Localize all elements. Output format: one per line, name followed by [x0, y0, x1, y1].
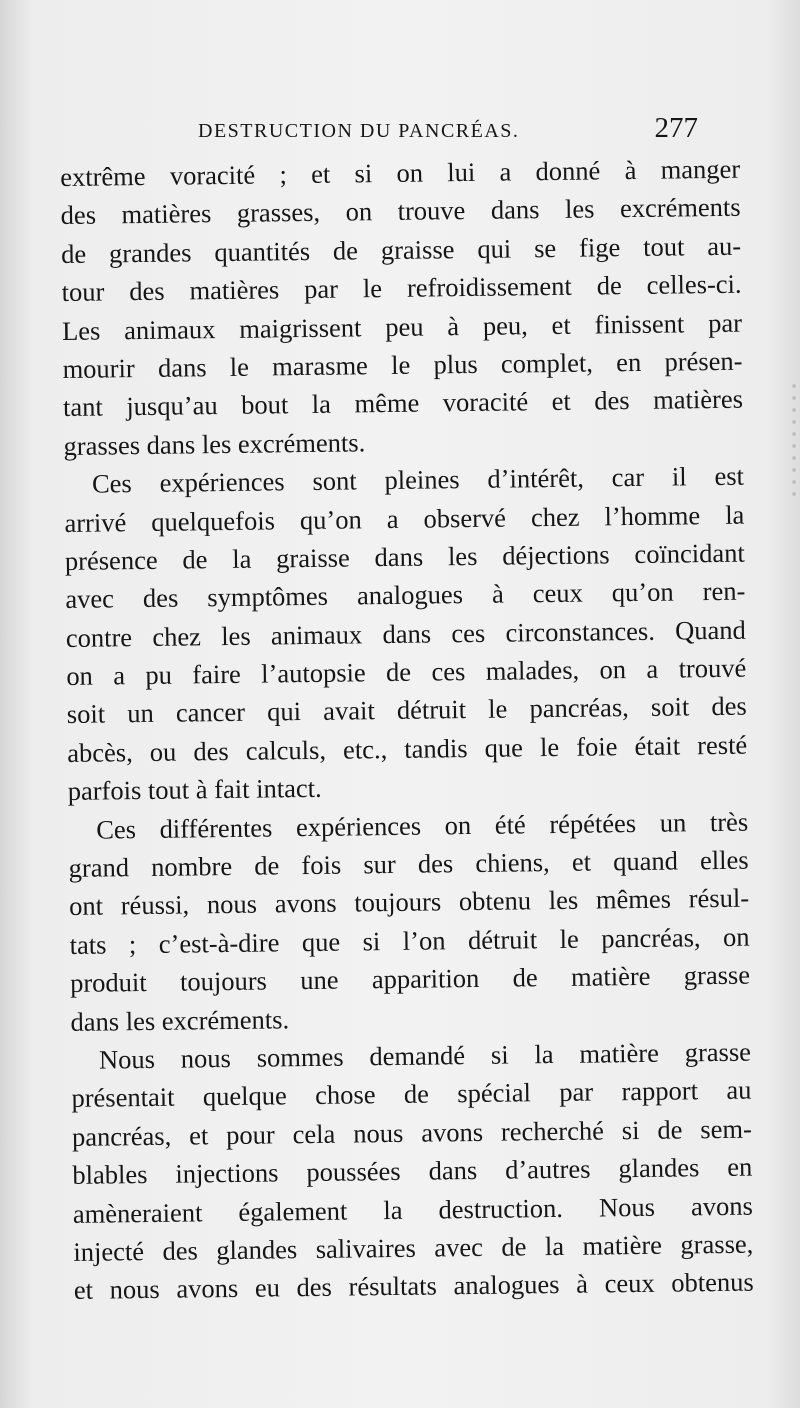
text-line: [74, 1263, 754, 1310]
word: l’on: [402, 925, 446, 956]
word: détruit: [467, 924, 538, 955]
word: extrême: [60, 160, 146, 192]
word: on: [599, 654, 627, 685]
word: on: [396, 157, 424, 188]
word: trouve: [397, 195, 466, 227]
word: Ces: [91, 468, 132, 499]
word: avec: [65, 583, 115, 615]
word: répétées: [549, 807, 637, 839]
word: détruit: [396, 694, 467, 726]
text-line: dans les excréments.: [70, 1003, 290, 1037]
word: présence: [64, 544, 158, 576]
word: de: [254, 850, 280, 881]
word: grandes: [108, 237, 192, 269]
word: par: [707, 307, 743, 338]
word: des: [162, 1235, 198, 1266]
word: dans: [490, 194, 540, 226]
word: les: [564, 193, 595, 225]
word: de: [60, 238, 87, 269]
word: grasses,: [236, 197, 321, 229]
word: quand: [612, 845, 679, 877]
page-number: 277: [654, 112, 698, 144]
word: des: [296, 1272, 333, 1303]
word: obtenus: [671, 1266, 754, 1298]
word: on: [345, 196, 373, 227]
word: la: [544, 1230, 565, 1262]
word: glandes: [216, 1234, 298, 1266]
word: de: [385, 656, 412, 688]
word: pleines: [384, 464, 460, 496]
word: le: [229, 351, 250, 382]
word: était: [634, 730, 681, 761]
word: est: [714, 460, 745, 492]
paragraph-3: [68, 802, 751, 1041]
word: si: [362, 925, 381, 957]
word: glandes: [618, 1152, 700, 1184]
word: tout: [642, 231, 685, 262]
paragraph-4: [71, 1033, 754, 1310]
word: les: [221, 620, 251, 651]
paragraph-1: [60, 150, 744, 465]
word: quantités: [214, 235, 311, 267]
word: soit: [66, 698, 106, 730]
word: d’intérêt,: [487, 462, 585, 494]
word: analogues: [356, 579, 464, 611]
word: circonstances.: [505, 615, 656, 648]
word: en: [727, 1151, 753, 1183]
word: bout: [240, 389, 289, 421]
word: de: [403, 1078, 430, 1110]
running-title: DESTRUCTION DU PANCRÉAS.: [198, 120, 520, 142]
word: sur: [363, 848, 396, 880]
word: toujours: [354, 886, 442, 918]
word: amèneraient: [72, 1196, 203, 1229]
word: a: [113, 660, 126, 691]
word: arrivé: [64, 506, 127, 538]
word: présentait: [71, 1082, 175, 1114]
word: nombre: [150, 850, 233, 882]
word: que: [301, 926, 341, 957]
word: de: [512, 962, 538, 993]
word: la: [725, 499, 745, 530]
word: pancréas,: [529, 692, 629, 724]
word: graisse: [275, 542, 350, 574]
word: qui: [266, 696, 302, 727]
word: nous: [353, 1117, 404, 1149]
word: animaux: [123, 313, 216, 345]
word: mêmes: [595, 884, 672, 915]
word: la: [383, 1194, 403, 1225]
word: le: [559, 923, 579, 954]
word: des: [417, 848, 454, 879]
word: qu’on: [611, 576, 674, 608]
word: très: [709, 806, 749, 837]
word: jusqu’au: [126, 390, 218, 422]
word: quelque: [202, 1080, 287, 1112]
word: calculs,: [245, 734, 327, 766]
word: présen-: [664, 345, 743, 377]
word: le: [390, 349, 411, 380]
word: soit: [650, 691, 690, 723]
word: matières: [121, 198, 212, 230]
word: le: [539, 731, 560, 763]
word: si: [621, 1114, 640, 1145]
word: abcès,: [67, 737, 133, 768]
word: Nous: [98, 1043, 156, 1075]
word: ;: [128, 928, 137, 960]
word: eu: [254, 1272, 281, 1304]
word: un: [659, 807, 687, 838]
word: par: [303, 273, 339, 305]
word: la: [232, 543, 252, 574]
word: tant: [62, 391, 103, 423]
word: on: [66, 660, 94, 692]
word: matières: [189, 274, 280, 306]
word: des: [142, 582, 179, 614]
word: quelquefois: [151, 504, 276, 537]
word: dans: [374, 541, 424, 573]
word: pu: [145, 659, 173, 691]
word: demandé: [369, 1040, 466, 1072]
word: animaux: [270, 619, 363, 651]
word: finissent: [594, 307, 685, 340]
word: si: [490, 1039, 509, 1070]
word: il: [671, 461, 687, 492]
word: on: [722, 921, 750, 952]
word: des: [129, 275, 165, 307]
word: coïncidant: [634, 537, 745, 569]
word: chez: [530, 501, 580, 532]
word: été: [494, 809, 526, 840]
word: graisse: [380, 233, 455, 265]
word: contre: [65, 621, 133, 653]
word: des: [60, 199, 97, 231]
word: dans: [157, 352, 207, 383]
word: analogues: [453, 1269, 560, 1301]
word: matières: [653, 384, 744, 416]
word: grasse: [683, 959, 751, 991]
word: avec: [434, 1231, 484, 1263]
word: chiens,: [475, 847, 550, 879]
word: de: [596, 270, 622, 301]
word: pour: [226, 1119, 275, 1150]
word: à: [447, 310, 460, 341]
word: avons: [690, 1190, 753, 1221]
word: de: [501, 1231, 527, 1262]
text-line: grasses dans les excréments.: [63, 427, 366, 461]
word: chose: [314, 1079, 376, 1111]
word: et: [551, 386, 571, 417]
word: et: [310, 158, 331, 189]
word: symptômes: [207, 581, 329, 613]
word: donné: [535, 155, 601, 187]
word: refroidissement: [406, 270, 572, 303]
word: des: [594, 385, 630, 416]
word: grand: [68, 852, 130, 883]
word: les: [548, 885, 579, 916]
body-text: [60, 150, 754, 1310]
word: ont: [68, 890, 104, 922]
word: avons: [274, 888, 337, 919]
word: sem-: [700, 1113, 753, 1145]
word: nous: [206, 889, 258, 920]
word: matière: [582, 1229, 663, 1261]
word: obtenu: [458, 885, 532, 917]
word: spécial: [457, 1077, 532, 1109]
word: produit: [69, 967, 147, 999]
word: celles-ci.: [646, 268, 742, 301]
word: a: [499, 156, 512, 187]
word: recherché: [500, 1115, 605, 1147]
word: et: [571, 846, 592, 877]
word: destruction.: [438, 1192, 564, 1224]
word: qui: [477, 233, 512, 264]
word: ou: [149, 736, 177, 767]
word: l’homme: [604, 499, 701, 531]
word: marasme: [272, 350, 369, 382]
word: c’est-à-dire: [158, 927, 280, 959]
word: réussi,: [120, 889, 190, 921]
word: complet,: [500, 347, 594, 379]
word: si: [354, 158, 373, 189]
word: fois: [301, 849, 342, 881]
word: nous: [180, 1042, 232, 1074]
margin-speckles: [790, 380, 798, 500]
word: resté: [697, 729, 748, 761]
word: on: [444, 809, 472, 840]
word: a: [386, 503, 399, 534]
text-line: parfois tout à fait intact.: [67, 773, 322, 807]
word: Ces: [96, 813, 137, 845]
word: peu: [385, 311, 424, 342]
word: manger: [660, 153, 741, 185]
word: maigrissent: [239, 311, 362, 344]
word: dans: [382, 618, 432, 649]
word: des: [193, 735, 229, 767]
word: Quand: [674, 614, 746, 646]
word: fige: [578, 231, 621, 263]
word: tandis: [404, 732, 468, 764]
word: mourir: [62, 353, 135, 384]
word: sommes: [256, 1041, 344, 1073]
word: qu’on: [299, 503, 362, 535]
word: un: [127, 698, 154, 729]
word: peu,: [482, 309, 528, 341]
word: elles: [699, 844, 749, 876]
word: foie: [576, 731, 618, 762]
word: la: [534, 1039, 554, 1070]
word: poussées: [306, 1156, 401, 1188]
word: de: [332, 235, 359, 266]
word: blables: [72, 1159, 148, 1191]
word: grasse: [684, 1036, 752, 1068]
word: matière: [570, 961, 651, 993]
word: nous: [109, 1274, 160, 1305]
word: le: [362, 273, 383, 304]
word: matière: [579, 1037, 660, 1069]
word: avons: [421, 1116, 484, 1148]
word: plus: [433, 348, 478, 380]
word: se: [533, 232, 557, 263]
word: Nous: [598, 1191, 656, 1223]
word: de: [182, 544, 208, 575]
word: a: [646, 653, 659, 684]
word: par: [559, 1076, 594, 1108]
word: grasse,: [680, 1228, 754, 1260]
word: même: [354, 387, 420, 419]
word: dans: [428, 1155, 478, 1186]
word: tour: [61, 276, 105, 308]
word: cancer: [175, 697, 246, 729]
word: car: [611, 462, 645, 493]
word: avait: [323, 695, 375, 727]
word: au-: [707, 230, 742, 261]
word: expériences: [159, 466, 285, 498]
word: toujours: [179, 965, 268, 997]
word: ces: [431, 656, 466, 687]
word: les: [447, 540, 478, 572]
word: la: [311, 389, 332, 420]
word: en: [616, 346, 642, 378]
word: que: [484, 732, 524, 763]
word: pancréas,: [71, 1120, 172, 1152]
word: à: [575, 1268, 589, 1300]
word: ceux: [532, 577, 583, 609]
word: expériences: [295, 810, 422, 842]
word: tats: [69, 929, 107, 960]
word: et: [188, 1120, 209, 1151]
word: et: [551, 309, 571, 340]
word: pancréas,: [601, 922, 701, 954]
word: observé: [423, 502, 507, 534]
word: résul-: [688, 883, 750, 914]
word: ceux: [604, 1268, 655, 1299]
word: faire: [192, 658, 241, 690]
word: d’autres: [504, 1153, 591, 1185]
word: différentes: [159, 812, 273, 844]
word: également: [238, 1195, 348, 1227]
word: sont: [312, 465, 357, 497]
word: rapport: [621, 1075, 699, 1107]
word: ren-: [702, 575, 746, 607]
word: l’autopsie: [261, 657, 366, 689]
word: déjections: [502, 539, 610, 571]
word: résultats: [348, 1270, 438, 1302]
word: injections: [175, 1157, 279, 1189]
word: chez: [152, 621, 202, 652]
word: à: [491, 578, 504, 610]
word: salivaires: [315, 1232, 417, 1264]
word: malades,: [485, 654, 580, 686]
word: cela: [292, 1118, 336, 1149]
word: de: [657, 1114, 683, 1145]
page-header: [198, 112, 698, 152]
word: à: [624, 154, 637, 186]
word: et: [73, 1275, 94, 1306]
word: Les: [61, 315, 101, 346]
word: au: [726, 1074, 752, 1106]
word: le: [488, 694, 508, 725]
word: ces: [451, 617, 486, 648]
word: trouvé: [678, 652, 747, 684]
word: excréments: [619, 192, 741, 224]
word: etc.,: [342, 733, 388, 765]
word: des: [711, 691, 747, 722]
word: voracité: [169, 159, 256, 191]
word: avons: [176, 1273, 239, 1304]
word: une: [300, 964, 339, 996]
paragraph-2: [64, 457, 748, 811]
word: voracité: [442, 386, 529, 418]
word: ;: [279, 159, 288, 190]
word: apparition: [371, 963, 480, 995]
word: lui: [447, 156, 476, 188]
word: injecté: [73, 1235, 145, 1267]
